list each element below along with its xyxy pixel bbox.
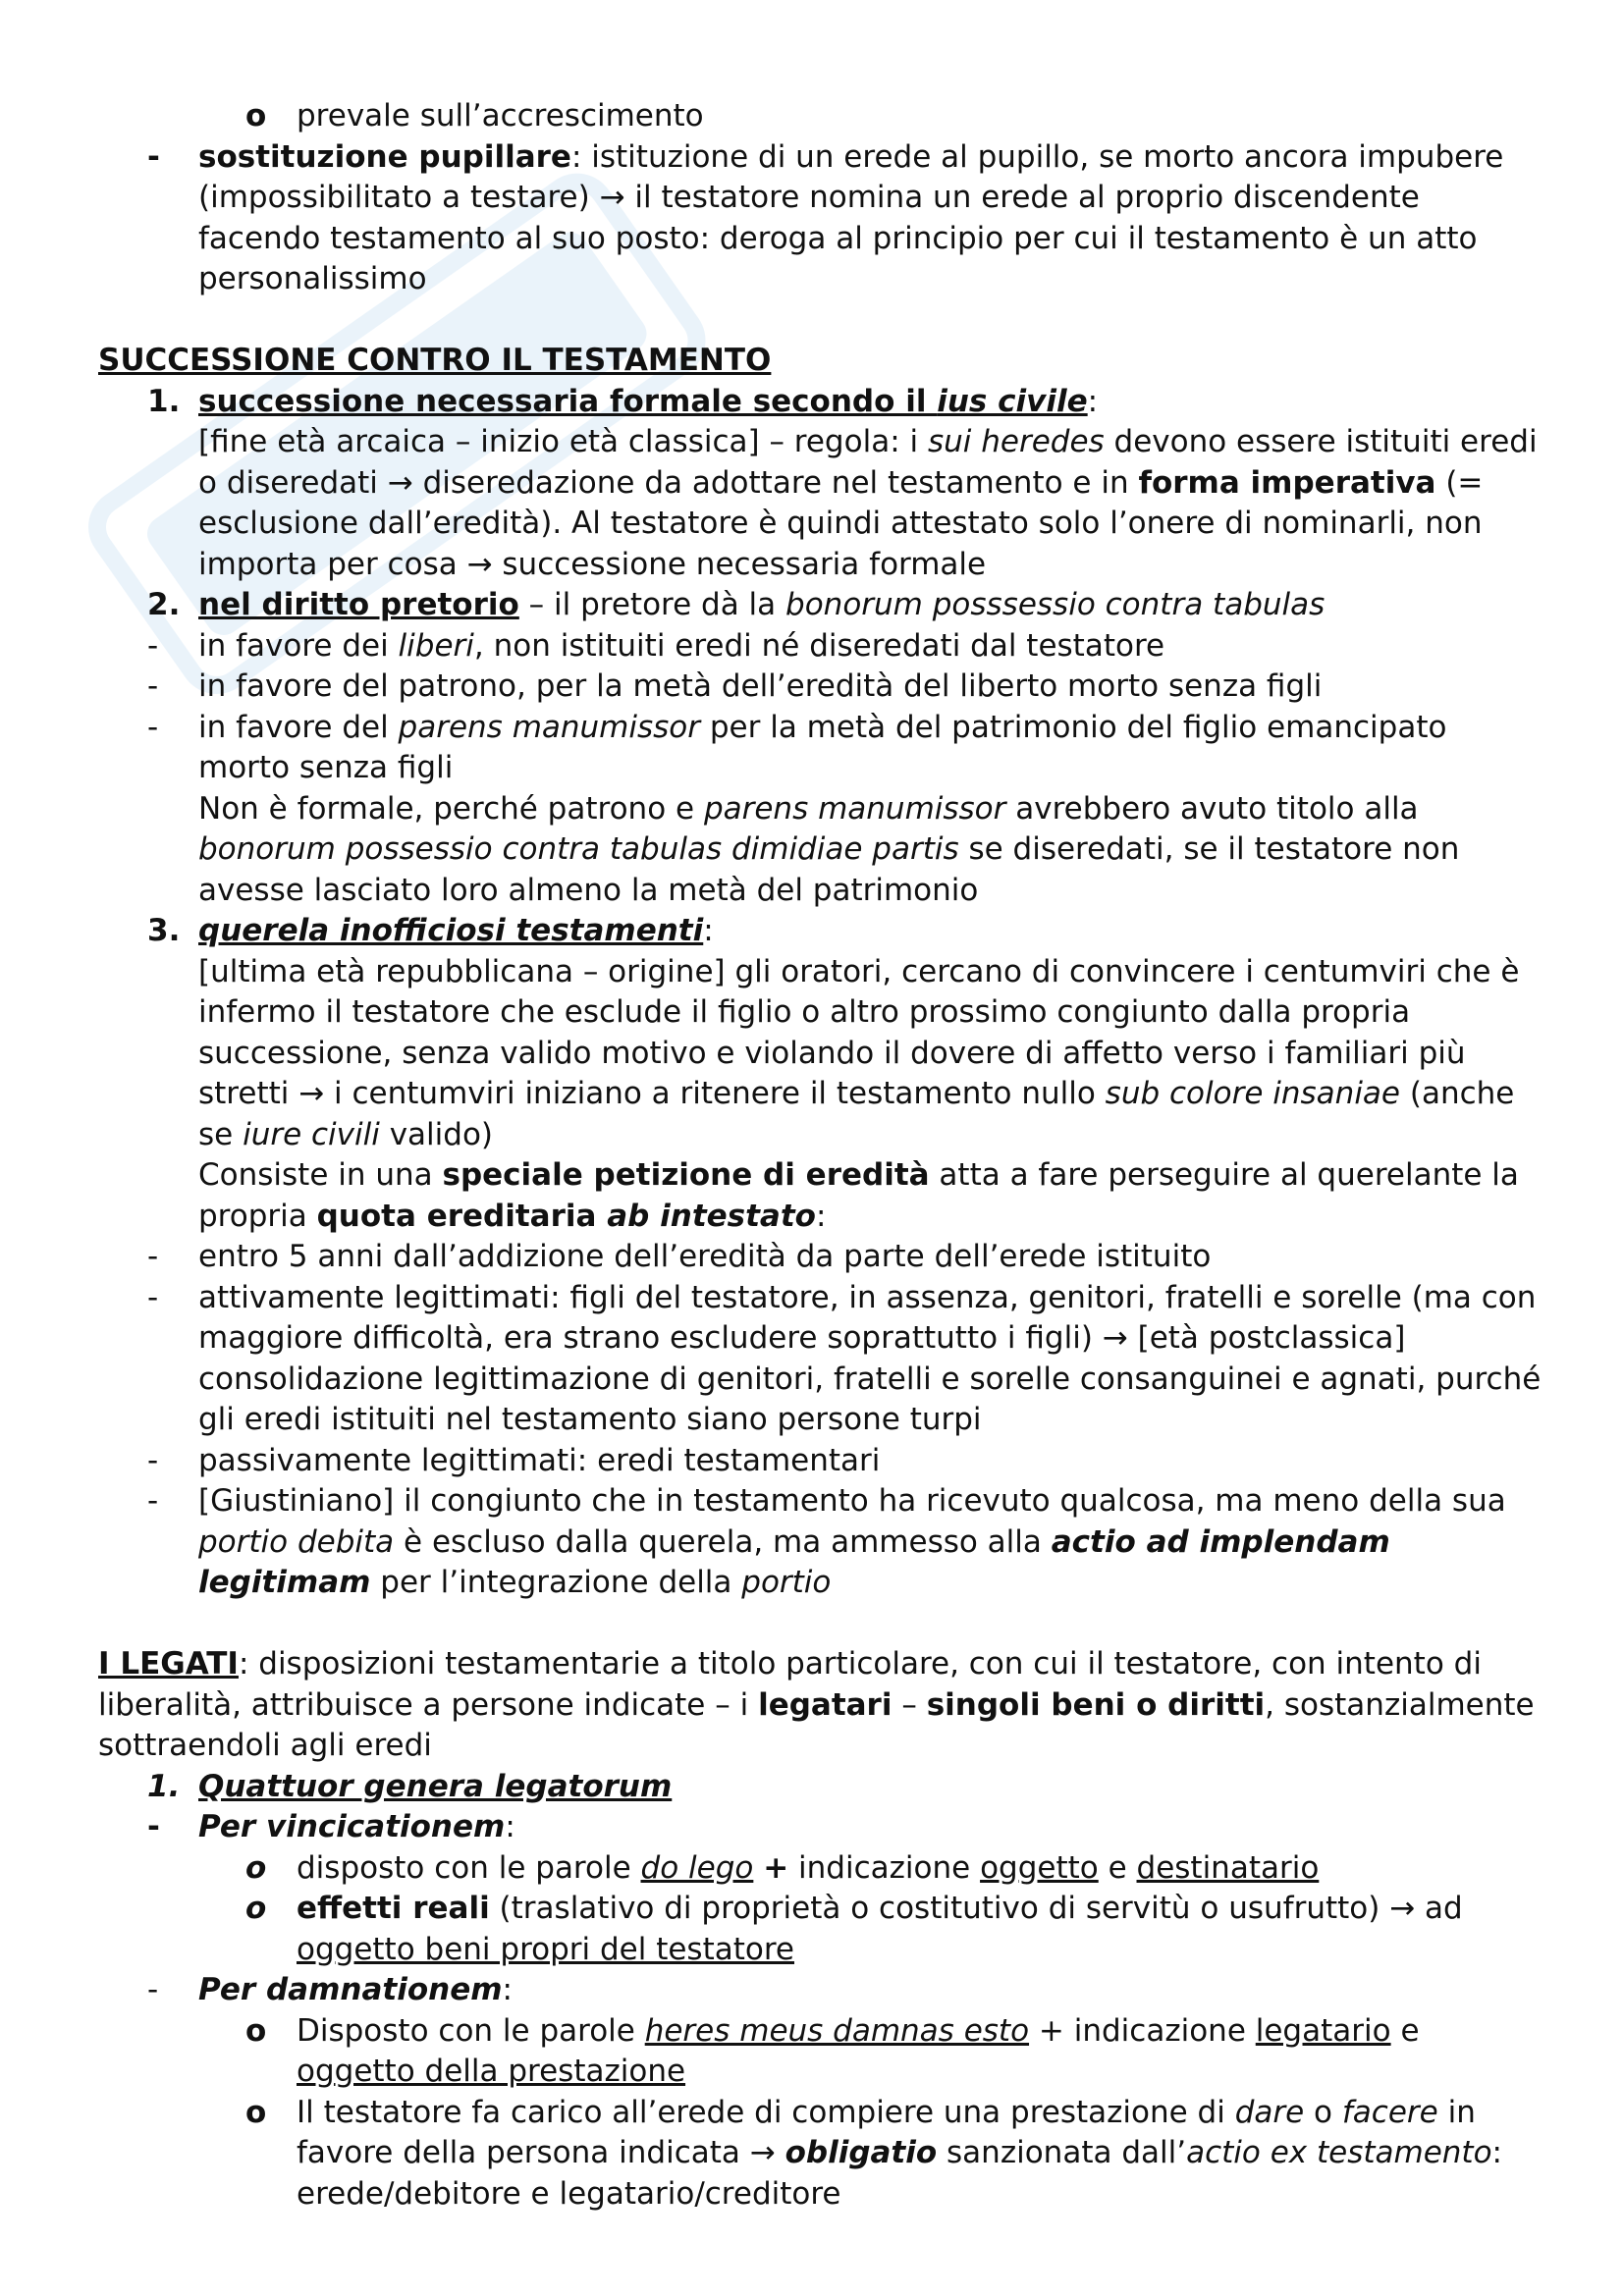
text-run: stretti → i centumviri iniziano a ritenere il testamento nullo xyxy=(198,1076,1106,1111)
text-run: in xyxy=(1437,2094,1476,2130)
blank-line xyxy=(98,300,1532,342)
text-run: liberi xyxy=(398,627,474,664)
text-run: consolidazione legittimazione di genitori, fratelli e sorelle consanguinei e agnati, purché xyxy=(198,1361,1542,1397)
blank-line xyxy=(98,1604,1532,1645)
text-run: dare xyxy=(1234,2094,1305,2130)
text-run: singoli beni o diritti xyxy=(926,1686,1266,1723)
text-run: : xyxy=(502,1972,513,2007)
text-run: atta a fare perseguire al querelante la xyxy=(929,1157,1519,1193)
text-run: attivamente legittimati: figli del testatore, in assenza, genitori, fratelli e sorelle (ma con xyxy=(198,1279,1537,1315)
text-run: Per damnationem xyxy=(198,1972,503,2007)
text-run: ius civile xyxy=(937,383,1088,419)
text-run: o xyxy=(1304,2094,1342,2130)
text-run: obligatio xyxy=(784,2135,938,2170)
text-run: – il pretore dà la xyxy=(518,587,786,622)
text-line xyxy=(98,911,1532,952)
text-line xyxy=(98,545,1532,586)
list-bullet: - xyxy=(147,709,159,745)
text-run: parens manumissor xyxy=(703,790,1006,827)
text-run: successione, senza valido motivo e violando il dovere di affetto verso i familiari più xyxy=(198,1035,1466,1071)
text-line xyxy=(98,1034,1532,1075)
text-line xyxy=(98,1155,1532,1197)
text-run: sanzionata dall’ xyxy=(937,2135,1187,2170)
text-run: (anche xyxy=(1400,1076,1515,1111)
text-run: : xyxy=(1491,2135,1502,2170)
text-line xyxy=(98,1074,1532,1115)
text-line xyxy=(98,2133,1532,2174)
text-line xyxy=(98,1360,1542,1401)
text-run: SUCCESSIONE CONTRO IL TESTAMENTO xyxy=(98,343,772,378)
text-run: (= xyxy=(1435,464,1484,501)
text-run: maggiore difficoltà, era strano escludere soprattutto i figli) → [età postclassica] xyxy=(198,1320,1406,1356)
text-line xyxy=(98,219,1532,260)
text-run: + indicazione xyxy=(1029,2012,1256,2049)
text-run: in favore dei xyxy=(198,627,399,664)
text-run: effetti reali xyxy=(297,1891,490,1926)
text-line xyxy=(98,626,1532,667)
document-body xyxy=(98,96,1542,2215)
text-run: legatario xyxy=(1255,2012,1391,2049)
text-line xyxy=(98,1563,1532,1604)
text-line xyxy=(98,1726,1532,1767)
text-run: personalissimo xyxy=(198,261,427,296)
text-run: portio debita xyxy=(198,1523,395,1560)
text-run: Non è formale, perché patrono e xyxy=(198,790,704,827)
list-bullet: - xyxy=(147,627,159,664)
text-line xyxy=(98,1685,1535,1727)
text-run: : disposizioni testamentarie a titolo particolare, con cui il testatore, con intento di xyxy=(238,1646,1482,1682)
text-run: + xyxy=(763,1849,789,1886)
text-line xyxy=(98,1115,1532,1156)
list-bullet: o xyxy=(245,98,267,133)
list-bullet: - xyxy=(147,668,159,704)
text-run: sub colore insaniae xyxy=(1105,1076,1400,1111)
text-run: Il testatore fa carico all’erede di compiere una prestazione di xyxy=(297,2094,1235,2130)
list-bullet: o xyxy=(245,2012,267,2049)
text-line xyxy=(98,1889,1532,1930)
text-line xyxy=(98,1644,1532,1685)
text-line xyxy=(98,952,1532,993)
text-run: facere xyxy=(1341,2094,1438,2130)
text-run: heres meus damnas esto xyxy=(644,2012,1030,2049)
text-line xyxy=(98,1970,1532,2011)
text-run: actio ad implendam xyxy=(1051,1523,1390,1560)
text-run: sottraendoli agli eredi xyxy=(98,1728,432,1763)
text-line xyxy=(98,463,1532,505)
text-run: gli eredi istituiti nel testamento siano persone turpi xyxy=(198,1402,982,1437)
text-line xyxy=(98,1767,1532,1808)
text-line xyxy=(98,96,1532,137)
list-bullet: - xyxy=(147,1239,159,1274)
text-line xyxy=(98,259,1532,300)
list-number: 1. xyxy=(147,383,181,419)
text-run: parens manumissor xyxy=(398,709,701,745)
text-run: avrebbero avuto titolo alla xyxy=(1005,790,1419,827)
text-run: ab intestato xyxy=(607,1198,816,1234)
text-run: oggetto beni propri del testatore xyxy=(297,1931,794,1967)
list-bullet: o xyxy=(245,1849,267,1886)
text-line xyxy=(98,1400,1532,1441)
text-run: favore della persona indicata → xyxy=(297,2135,785,2170)
text-line xyxy=(98,422,1538,463)
text-line xyxy=(98,1441,1532,1482)
text-line xyxy=(98,382,1532,423)
text-run: – xyxy=(892,1686,927,1723)
text-run: propria xyxy=(198,1198,317,1234)
text-run: iure civili xyxy=(243,1116,380,1152)
list-number: 2. xyxy=(147,587,181,622)
text-run: morto senza figli xyxy=(198,750,454,785)
text-run: [ultima età repubblicana – origine] gli oratori, cercano di convincere i centumviri che è xyxy=(198,953,1520,989)
text-run: : xyxy=(703,913,714,948)
text-run: infermo il testatore che esclude il figlio o altro prossimo congiunto dalla propria xyxy=(198,994,1411,1030)
text-line xyxy=(98,1930,1532,1971)
text-run: : xyxy=(505,1809,515,1844)
text-run: (impossibilitato a testare) → il testatore nomina un erede al proprio discendente xyxy=(198,180,1420,215)
text-line xyxy=(98,1278,1537,1319)
text-run: actio ex testamento xyxy=(1186,2135,1492,2170)
text-run: e xyxy=(1390,2012,1420,2049)
text-run: : xyxy=(815,1198,827,1234)
text-run: : xyxy=(1087,383,1099,419)
text-run: in favore del xyxy=(198,709,399,745)
text-line xyxy=(98,585,1532,626)
text-run: e xyxy=(1098,1849,1137,1886)
text-run: Consiste in una xyxy=(198,1157,443,1193)
text-line xyxy=(98,1318,1532,1360)
text-run: o diseredati → diseredazione da adottare nel testamento e in xyxy=(198,464,1139,501)
text-run: esclusione dall’eredità). Al testatore è quindi attestato solo l’onere di nominarli, non xyxy=(198,506,1483,541)
text-run: erede/debitore e legatario/creditore xyxy=(297,2175,841,2212)
list-bullet: - xyxy=(147,1972,159,2007)
text-run: , sostanzialmente xyxy=(1265,1686,1535,1723)
list-bullet: o xyxy=(245,2094,267,2130)
text-run: successione necessaria formale secondo il xyxy=(198,383,938,419)
text-run: [fine età arcaica – inizio età classica] – regola: i xyxy=(198,424,928,459)
text-run: forma imperativa xyxy=(1138,464,1436,501)
text-line xyxy=(98,2011,1532,2053)
text-run: se diseredati, se il testatore non xyxy=(958,831,1460,867)
text-run: indicazione xyxy=(788,1849,981,1886)
text-line xyxy=(98,178,1532,219)
text-run: passivamente legittimati: eredi testamentari xyxy=(198,1442,881,1478)
list-bullet: - xyxy=(147,138,160,175)
text-run: per l’integrazione della xyxy=(370,1565,742,1600)
text-run: avesse lasciato loro almeno la metà del patrimonio xyxy=(198,872,979,908)
text-run: legitimam xyxy=(198,1565,371,1600)
text-line xyxy=(98,2052,1532,2093)
text-run: bonorum posssessio contra tabulas xyxy=(785,587,1325,622)
text-line xyxy=(98,871,1532,912)
text-run: legatari xyxy=(758,1686,893,1723)
list-bullet: o xyxy=(245,1891,267,1926)
list-bullet: - xyxy=(147,1279,159,1315)
text-run: devono essere istituiti eredi xyxy=(1104,424,1538,459)
text-line xyxy=(98,748,1532,789)
text-line xyxy=(98,1481,1532,1522)
text-run: disposto con le parole xyxy=(297,1849,641,1886)
text-line xyxy=(98,1522,1532,1564)
list-bullet: - xyxy=(147,1442,159,1478)
text-run: prevale sull’accrescimento xyxy=(297,98,704,133)
text-line xyxy=(98,1807,1532,1848)
text-run: Disposto con le parole xyxy=(297,2012,645,2049)
text-line xyxy=(98,2093,1532,2134)
text-line xyxy=(98,667,1532,708)
text-line xyxy=(98,137,1532,179)
text-run: se xyxy=(198,1116,243,1152)
text-line xyxy=(98,708,1532,749)
text-run: entro 5 anni dall’addizione dell’eredità da parte dell’erede istituito xyxy=(198,1239,1212,1274)
text-line xyxy=(98,1237,1532,1278)
text-line xyxy=(98,789,1532,830)
text-run: portio xyxy=(741,1565,832,1600)
text-run: valido) xyxy=(379,1116,494,1152)
list-number: 1. xyxy=(147,1768,181,1804)
text-run: importa per cosa → successione necessaria formale xyxy=(198,546,987,582)
text-run: quota ereditaria xyxy=(316,1198,608,1234)
text-run: nel diritto pretorio xyxy=(198,587,519,622)
text-run: oggetto della prestazione xyxy=(297,2054,686,2089)
text-line xyxy=(98,1197,1532,1238)
text-line xyxy=(98,504,1532,545)
text-run: querela inofficiosi testamenti xyxy=(198,913,704,948)
text-run: : istituzione di un erede al pupillo, se morto ancora impubere xyxy=(570,138,1504,175)
list-number: 3. xyxy=(147,913,181,948)
text-run: facendo testamento al suo posto: deroga al principio per cui il testamento è un atto xyxy=(198,220,1478,256)
text-line xyxy=(98,1848,1532,1890)
list-bullet: - xyxy=(147,1809,160,1844)
text-run: sostituzione pupillare xyxy=(198,138,571,175)
text-line xyxy=(98,341,1532,382)
text-run: do lego xyxy=(640,1849,754,1886)
text-run: liberalità, attribuisce a persone indicate – i xyxy=(98,1686,759,1723)
text-run: oggetto xyxy=(980,1849,1099,1886)
text-run: [Giustiniano] il congiunto che in testamento ha ricevuto qualcosa, ma meno della sua xyxy=(198,1483,1506,1519)
text-run: destinatario xyxy=(1136,1849,1320,1886)
text-run: in favore del patrono, per la metà dell’eredità del liberto morto senza figli xyxy=(198,668,1323,704)
list-bullet: - xyxy=(147,1483,159,1519)
text-run: , non istituiti eredi né diseredati dal testatore xyxy=(473,627,1165,664)
text-run: I LEGATI xyxy=(98,1646,239,1682)
text-line xyxy=(98,992,1532,1034)
text-run: bonorum possessio contra tabulas dimidiae partis xyxy=(198,831,959,867)
text-line xyxy=(98,2174,1532,2216)
text-run: per la metà del patrimonio del figlio emancipato xyxy=(700,709,1447,745)
text-run: speciale petizione di eredità xyxy=(442,1157,930,1193)
text-line xyxy=(98,829,1532,871)
text-run: Per vincicationem xyxy=(198,1809,506,1844)
text-run xyxy=(753,1850,763,1886)
text-run: Quattuor genera legatorum xyxy=(198,1768,673,1804)
text-run: (traslativo di proprietà o costitutivo di servitù o usufrutto) → ad xyxy=(489,1891,1463,1926)
text-run: è escluso dalla querela, ma ammesso alla xyxy=(394,1523,1052,1560)
text-run: sui heredes xyxy=(927,424,1105,459)
